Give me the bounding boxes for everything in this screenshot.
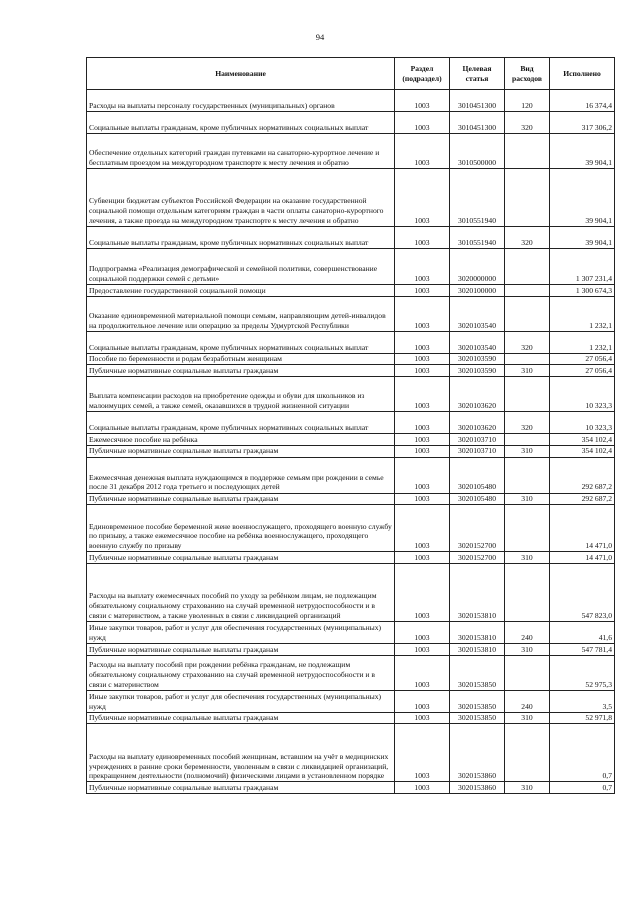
cell-executed: 39 904,1 bbox=[550, 169, 615, 227]
cell-type: 120 bbox=[505, 90, 550, 112]
cell-name: Публичные нормативные социальные выплаты гражданам bbox=[87, 445, 395, 457]
table-row bbox=[87, 493, 615, 505]
cell-type bbox=[505, 655, 550, 690]
table-row bbox=[87, 134, 615, 169]
cell-section: 1003 bbox=[395, 564, 450, 622]
cell-executed: 354 102,4 bbox=[550, 434, 615, 446]
cell-article: 3020103710 bbox=[450, 434, 505, 446]
cell-name: Иные закупки товаров, работ и услуг для обеспечения государственных (муниципальных) нужд bbox=[87, 622, 395, 644]
cell-section: 1003 bbox=[395, 690, 450, 712]
cell-name: Ежемесячное пособие на ребёнка bbox=[87, 434, 395, 446]
cell-name: Расходы на выплату ежемесячных пособий по уходу за ребёнком лицам, не подлежащим обязательному социальному страхованию на случай временной нетрудоспособности и в связи с материнством, а также уволенных в связи с ликвидацией организаций bbox=[87, 564, 395, 622]
cell-article: 3020153810 bbox=[450, 564, 505, 622]
table-row bbox=[87, 712, 615, 724]
cell-name: Ежемесячная денежная выплата нуждающимся в поддержке семьям при рождении в семье после 31 декабря 2012 года третьего и последующих детей bbox=[87, 457, 395, 493]
cell-executed: 10 323,3 bbox=[550, 377, 615, 412]
cell-article: 3020103710 bbox=[450, 445, 505, 457]
cell-article: 3010451300 bbox=[450, 112, 505, 134]
cell-section: 1003 bbox=[395, 782, 450, 794]
cell-type: 310 bbox=[505, 782, 550, 794]
cell-executed: 39 904,1 bbox=[550, 134, 615, 169]
cell-name: Обеспечение отдельных категорий граждан путевками на санаторно-курортное лечение и бесплатным проездом на междугородном транспорте к месту лечения и обратно bbox=[87, 134, 395, 169]
cell-section: 1003 bbox=[395, 365, 450, 377]
cell-executed: 14 471,0 bbox=[550, 505, 615, 552]
cell-type: 320 bbox=[505, 412, 550, 434]
cell-type: 310 bbox=[505, 365, 550, 377]
cell-type bbox=[505, 457, 550, 493]
cell-type: 310 bbox=[505, 712, 550, 724]
cell-article: 3020105480 bbox=[450, 493, 505, 505]
cell-article: 3020103540 bbox=[450, 331, 505, 353]
cell-type bbox=[505, 285, 550, 297]
cell-article: 3020000000 bbox=[450, 249, 505, 285]
cell-executed: 292 687,2 bbox=[550, 457, 615, 493]
cell-article: 3020153810 bbox=[450, 644, 505, 656]
cell-executed: 52 971,8 bbox=[550, 712, 615, 724]
header-section: Раздел (подраздел) bbox=[395, 58, 450, 90]
cell-name: Публичные нормативные социальные выплаты гражданам bbox=[87, 712, 395, 724]
table-row bbox=[87, 296, 615, 331]
cell-executed: 39 904,1 bbox=[550, 227, 615, 249]
cell-section: 1003 bbox=[395, 412, 450, 434]
table-row bbox=[87, 412, 615, 434]
table-row bbox=[87, 353, 615, 365]
cell-executed: 41,6 bbox=[550, 622, 615, 644]
cell-section: 1003 bbox=[395, 655, 450, 690]
cell-section: 1003 bbox=[395, 112, 450, 134]
table-row bbox=[87, 112, 615, 134]
cell-article: 3020153850 bbox=[450, 712, 505, 724]
cell-name: Подпрограмма «Реализация демографической и семейной политики, совершенствование социальной поддержки семей с детьми» bbox=[87, 249, 395, 285]
cell-section: 1003 bbox=[395, 296, 450, 331]
cell-article: 3020153850 bbox=[450, 655, 505, 690]
cell-executed: 14 471,0 bbox=[550, 552, 615, 564]
cell-name: Публичные нормативные социальные выплаты гражданам bbox=[87, 782, 395, 794]
table-row bbox=[87, 377, 615, 412]
table-row bbox=[87, 724, 615, 782]
table-row bbox=[87, 249, 615, 285]
cell-type: 320 bbox=[505, 331, 550, 353]
cell-section: 1003 bbox=[395, 457, 450, 493]
cell-type: 320 bbox=[505, 112, 550, 134]
cell-section: 1003 bbox=[395, 712, 450, 724]
cell-name: Расходы на выплату пособий при рождении ребёнка гражданам, не подлежащим обязательному социальному страхованию на случай временной нетрудоспособности и в связи с материнством bbox=[87, 655, 395, 690]
cell-name: Единовременное пособие беременной жене военнослужащего, проходящего военную службу по призыву, а также ежемесячное пособие на ребёнка военнослужащего, проходящего военную службу по призыву bbox=[87, 505, 395, 552]
header-type: Вид расходов bbox=[505, 58, 550, 90]
cell-type bbox=[505, 296, 550, 331]
cell-type bbox=[505, 353, 550, 365]
cell-executed: 16 374,4 bbox=[550, 90, 615, 112]
cell-executed: 292 687,2 bbox=[550, 493, 615, 505]
cell-executed: 27 056,4 bbox=[550, 365, 615, 377]
table-row bbox=[87, 622, 615, 644]
cell-type bbox=[505, 434, 550, 446]
cell-type bbox=[505, 377, 550, 412]
table-row bbox=[87, 552, 615, 564]
table-row bbox=[87, 365, 615, 377]
cell-article: 3020103590 bbox=[450, 365, 505, 377]
cell-name: Социальные выплаты гражданам, кроме публичных нормативных социальных выплат bbox=[87, 412, 395, 434]
header-article: Целевая статья bbox=[450, 58, 505, 90]
cell-name: Расходы на выплаты персоналу государственных (муниципальных) органов bbox=[87, 90, 395, 112]
table-row bbox=[87, 564, 615, 622]
cell-section: 1003 bbox=[395, 493, 450, 505]
cell-name: Выплата компенсации расходов на приобретение одежды и обуви для школьников из малоимущих семей, а также семей, оказавшихся в трудной жизненной ситуации bbox=[87, 377, 395, 412]
cell-article: 3020153860 bbox=[450, 724, 505, 782]
cell-name: Публичные нормативные социальные выплаты гражданам bbox=[87, 552, 395, 564]
cell-article: 3020103590 bbox=[450, 353, 505, 365]
cell-executed: 1 307 231,4 bbox=[550, 249, 615, 285]
cell-section: 1003 bbox=[395, 434, 450, 446]
cell-article: 3010500000 bbox=[450, 134, 505, 169]
cell-article: 3020100000 bbox=[450, 285, 505, 297]
cell-section: 1003 bbox=[395, 445, 450, 457]
cell-article: 3010451300 bbox=[450, 90, 505, 112]
cell-section: 1003 bbox=[395, 644, 450, 656]
header-executed: Исполнено bbox=[550, 58, 615, 90]
cell-name: Социальные выплаты гражданам, кроме публичных нормативных социальных выплат bbox=[87, 227, 395, 249]
cell-article: 3020103540 bbox=[450, 296, 505, 331]
cell-section: 1003 bbox=[395, 249, 450, 285]
cell-type: 310 bbox=[505, 493, 550, 505]
cell-article: 3010551940 bbox=[450, 169, 505, 227]
table-row bbox=[87, 655, 615, 690]
header-name: Наименование bbox=[87, 58, 395, 90]
cell-name: Публичные нормативные социальные выплаты гражданам bbox=[87, 493, 395, 505]
table-row bbox=[87, 782, 615, 794]
cell-executed: 547 781,4 bbox=[550, 644, 615, 656]
cell-name: Иные закупки товаров, работ и услуг для обеспечения государственных (муниципальных) нужд bbox=[87, 690, 395, 712]
cell-executed: 0,7 bbox=[550, 782, 615, 794]
cell-executed: 0,7 bbox=[550, 724, 615, 782]
cell-name: Социальные выплаты гражданам, кроме публичных нормативных социальных выплат bbox=[87, 112, 395, 134]
cell-article: 3020105480 bbox=[450, 457, 505, 493]
cell-executed: 1 232,1 bbox=[550, 331, 615, 353]
cell-executed: 547 823,0 bbox=[550, 564, 615, 622]
cell-name: Субвенции бюджетам субъектов Российской Федерации на оказание государственной социальной помощи отдельным категориям граждан в части оплаты санаторно-курортного лечения, а также проезда на междугородном транспорте к месту лечения и обратно bbox=[87, 169, 395, 227]
cell-section: 1003 bbox=[395, 353, 450, 365]
cell-type bbox=[505, 249, 550, 285]
table-row bbox=[87, 690, 615, 712]
cell-type bbox=[505, 134, 550, 169]
cell-section: 1003 bbox=[395, 377, 450, 412]
cell-name: Публичные нормативные социальные выплаты гражданам bbox=[87, 365, 395, 377]
cell-executed: 10 323,3 bbox=[550, 412, 615, 434]
cell-section: 1003 bbox=[395, 227, 450, 249]
cell-executed: 317 306,2 bbox=[550, 112, 615, 134]
cell-executed: 1 300 674,3 bbox=[550, 285, 615, 297]
cell-type: 240 bbox=[505, 690, 550, 712]
cell-section: 1003 bbox=[395, 90, 450, 112]
cell-type: 310 bbox=[505, 445, 550, 457]
table-row bbox=[87, 169, 615, 227]
table-header-row bbox=[87, 58, 615, 90]
cell-article: 3020152700 bbox=[450, 505, 505, 552]
cell-section: 1003 bbox=[395, 331, 450, 353]
cell-name: Оказание единовременной материальной помощи семьям, направляющим детей-инвалидов на продолжительное лечение или операцию за пределы Удмуртской Республики bbox=[87, 296, 395, 331]
cell-article: 3020153810 bbox=[450, 622, 505, 644]
cell-name: Расходы на выплату единовременных пособий женщинам, вставшим на учёт в медицинских учреждениях в ранние сроки беременности, уволенным в связи с ликвидацией организаций, прекращением деятельности (полномочий) физическими лицами в установленном порядке bbox=[87, 724, 395, 782]
cell-section: 1003 bbox=[395, 552, 450, 564]
cell-article: 3020152700 bbox=[450, 552, 505, 564]
table-row bbox=[87, 90, 615, 112]
cell-type: 320 bbox=[505, 227, 550, 249]
cell-executed: 1 232,1 bbox=[550, 296, 615, 331]
cell-name: Социальные выплаты гражданам, кроме публичных нормативных социальных выплат bbox=[87, 331, 395, 353]
cell-section: 1003 bbox=[395, 285, 450, 297]
table-row bbox=[87, 434, 615, 446]
cell-section: 1003 bbox=[395, 505, 450, 552]
cell-type: 310 bbox=[505, 644, 550, 656]
cell-section: 1003 bbox=[395, 724, 450, 782]
cell-type bbox=[505, 724, 550, 782]
cell-section: 1003 bbox=[395, 134, 450, 169]
cell-section: 1003 bbox=[395, 622, 450, 644]
cell-type bbox=[505, 564, 550, 622]
cell-article: 3020103620 bbox=[450, 377, 505, 412]
cell-article: 3010551940 bbox=[450, 227, 505, 249]
cell-executed: 27 056,4 bbox=[550, 353, 615, 365]
cell-executed: 354 102,4 bbox=[550, 445, 615, 457]
page-number: 94 bbox=[315, 32, 325, 42]
table-row bbox=[87, 644, 615, 656]
table-row bbox=[87, 285, 615, 297]
cell-name: Публичные нормативные социальные выплаты гражданам bbox=[87, 644, 395, 656]
cell-section: 1003 bbox=[395, 169, 450, 227]
table-row bbox=[87, 331, 615, 353]
cell-article: 3020103620 bbox=[450, 412, 505, 434]
cell-article: 3020153860 bbox=[450, 782, 505, 794]
table-row bbox=[87, 445, 615, 457]
cell-type bbox=[505, 169, 550, 227]
cell-article: 3020153850 bbox=[450, 690, 505, 712]
table-body bbox=[87, 90, 615, 794]
cell-type: 310 bbox=[505, 552, 550, 564]
cell-type bbox=[505, 505, 550, 552]
cell-type: 240 bbox=[505, 622, 550, 644]
table-row bbox=[87, 457, 615, 493]
cell-name: Пособие по беременности и родам безработным женщинам bbox=[87, 353, 395, 365]
table-row bbox=[87, 505, 615, 552]
cell-executed: 52 975,3 bbox=[550, 655, 615, 690]
cell-executed: 3,5 bbox=[550, 690, 615, 712]
cell-name: Предоставление государственной социальной помощи bbox=[87, 285, 395, 297]
budget-table bbox=[86, 57, 615, 794]
table-row bbox=[87, 227, 615, 249]
